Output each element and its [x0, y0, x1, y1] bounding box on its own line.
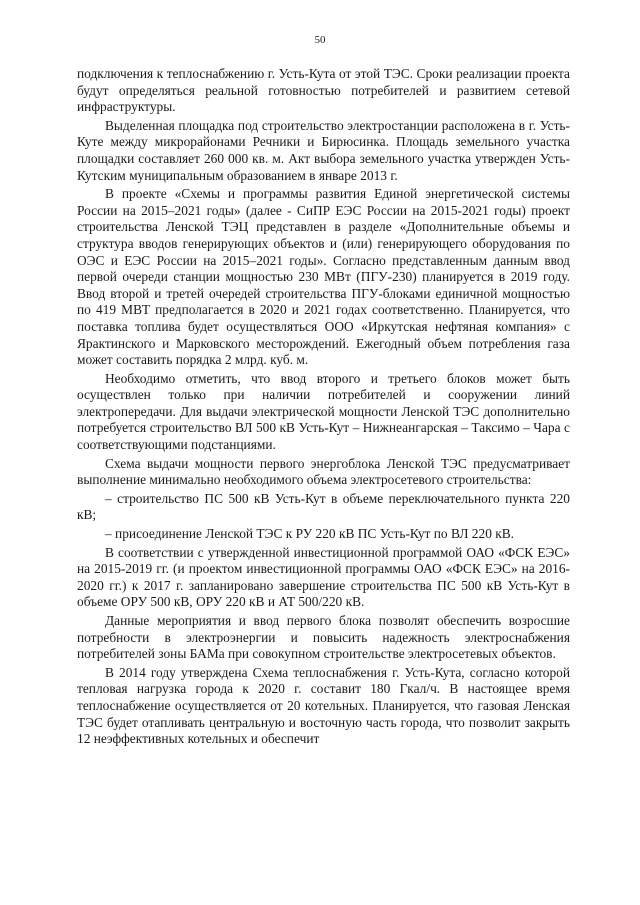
list-item-2: – присоединение Ленской ТЭС к РУ 220 кВ ПС Усть-Кут по ВЛ 220 кВ.: [105, 526, 515, 542]
paragraph-6: В соответствии с утвержденной инвестиционной программой ОАО «ФСК ЕЭС» на 2015-2019 гг. (и проектом инвестиционной программы ОАО «ФСК ЕЭС» на 2016-2020 гг.) к 2017 г. запланировано завершение строительства ПС 500 кВ Усть-Кут в объеме ОРУ 500 кВ, ОРУ 220 кВ и АТ 500/220 кВ.: [77, 544, 570, 610]
paragraph-3: В проекте «Схемы и программы развития Единой энергетической системы России на 2015–2021 годы» (далее - СиПР ЕЭС России на 2015-2021 годы) проект строительства Ленской ТЭЦ представлен в разделе «Дополнительные объемы и структура вводов генерирующих объектов и (или) генерирующего оборудования по ОЭС и ЕЭС России на 2015–2021 годы». Согласно представленным данным ввод первой очереди станции мощностью 230 МВт (ПГУ-230) планируется в 2019 году. Ввод второй и третей очередей строительства ПГУ-блоками единичной мощностью по 419 МВТ предполагается в 2020 и 2021 годах соответственно. Планируется, что поставка топлива будет осуществляться ООО «Иркутская нефтяная компания» с Ярактинского и Марковского месторождений. Ежегодный объем потребления газа может составить порядка 2 млрд. куб. м.: [77, 186, 570, 368]
page-number: 50: [314, 34, 326, 46]
paragraph-1: подключения к теплоснабжению г. Усть-Кута от этой ТЭС. Сроки реализации проекта будут определяться реальной готовностью потребителей и развитием сетевой инфраструктуры.: [77, 66, 570, 115]
paragraph-4: Необходимо отметить, что ввод второго и третьего блоков может быть осуществлен только при наличии потребителей и сооружении линий электропередачи. Для выдачи электрической мощности Ленской ТЭС дополнительно потребуется строительство ВЛ 500 кВ Усть-Кут – Нижнеангарская – Таксимо – Чара с соответствующими подстанциями.: [77, 370, 570, 453]
list-item-1: – строительство ПС 500 кВ Усть-Кут в объеме переключательного пункта 220 кВ;: [77, 490, 570, 523]
paragraph-8: В 2014 году утверждена Схема теплоснабжения г. Усть-Кута, согласно которой тепловая нагрузка города к 2020 г. составит 180 Гкал/ч. В настоящее время теплоснабжение осуществляется от 20 котельных. Планируется, что газовая Ленская ТЭС будет отапливать центральную и восточную часть города, что позволит закрыть 12 неэффективных котельных и обеспечит: [77, 664, 570, 747]
body-text: [77, 66, 570, 750]
paragraph-2: Выделенная площадка под строительство электростанции расположена в г. Усть-Куте между микрорайонами Речники и Бирюсинка. Площадь земельного участка площадки составляет 260 000 кв. м. Акт выбора земельного участка утвержден Усть-Кутским муниципальным образованием в январе 2013 г.: [77, 117, 570, 183]
paragraph-7: Данные мероприятия и ввод первого блока позволят обеспечить возросшие потребности в электроэнергии и повысить надежность электроснабжения потребителей зоны БАМа при совокупном строительстве электросетевых объектов.: [77, 613, 570, 662]
paragraph-5: Схема выдачи мощности первого энергоблока Ленской ТЭС предусматривает выполнение минимально необходимого объема электросетевого строительства:: [77, 455, 570, 488]
